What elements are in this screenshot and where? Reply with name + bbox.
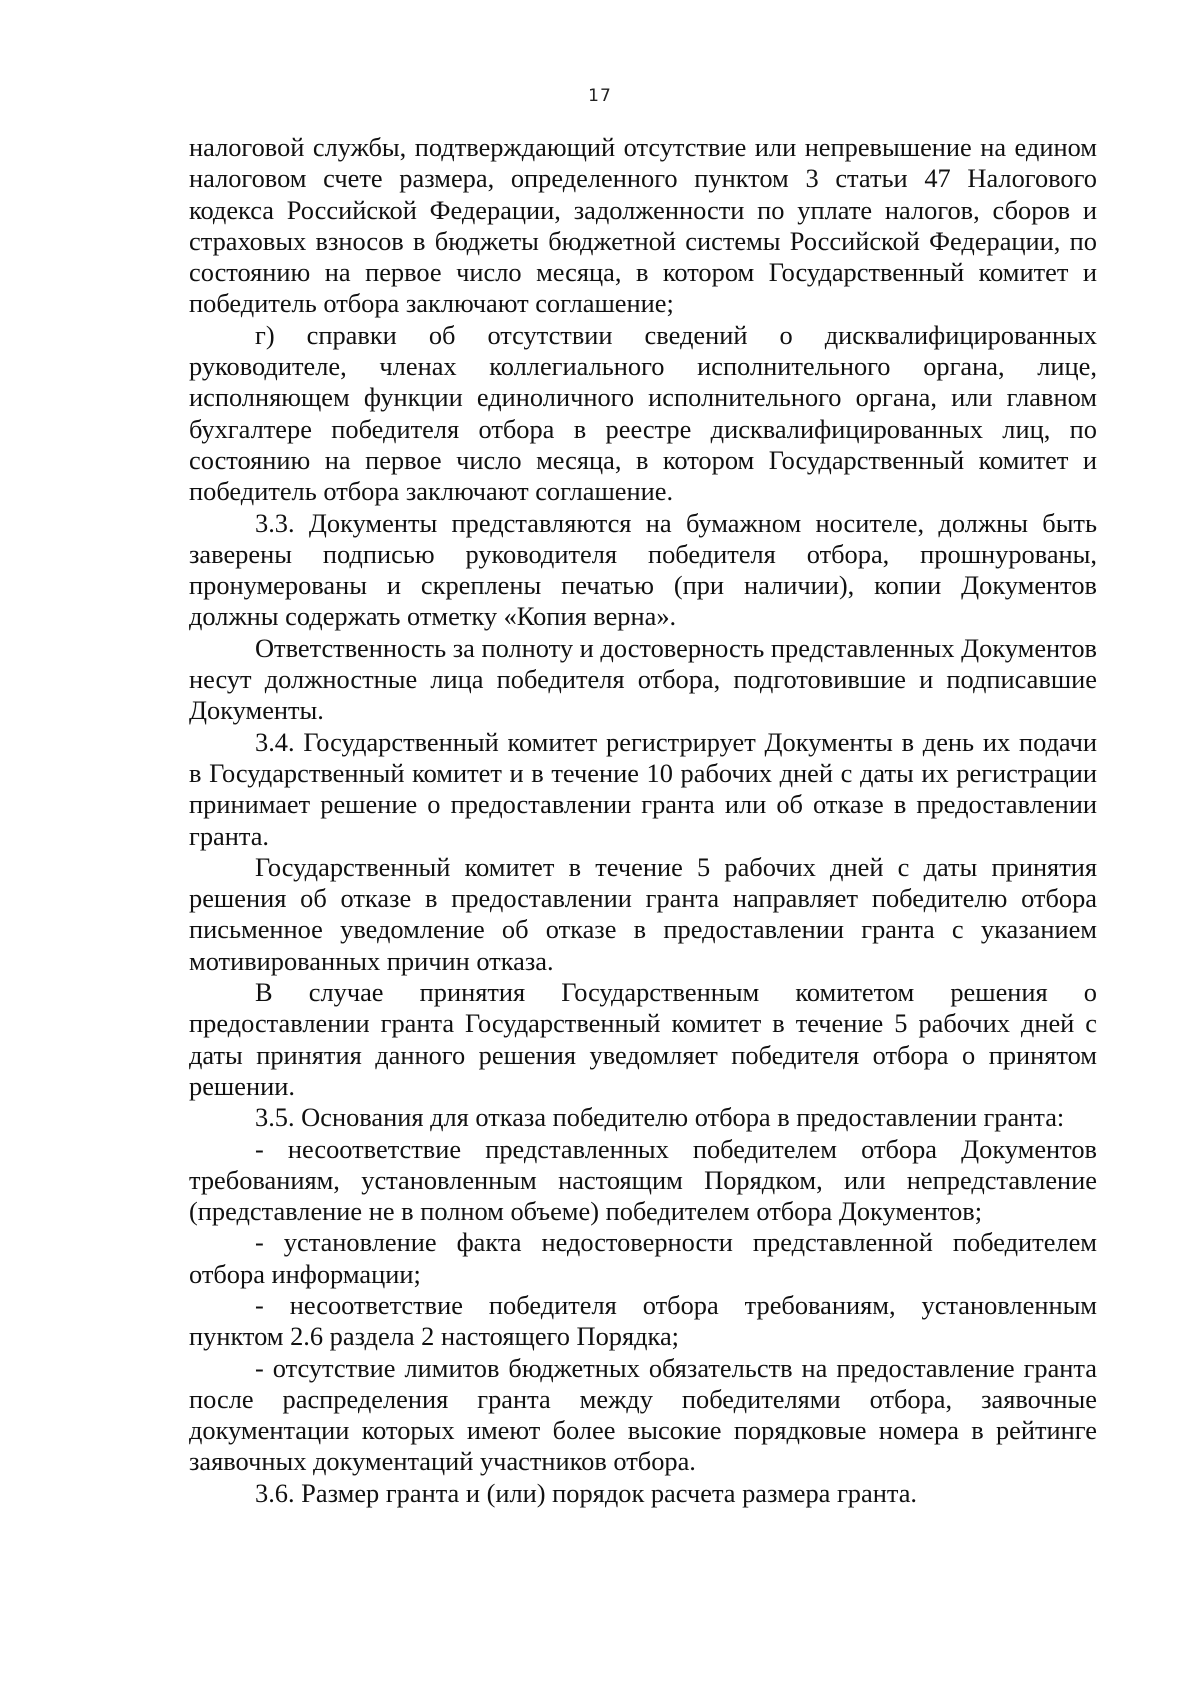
document-body	[189, 132, 1097, 1509]
paragraph-3-3: 3.3. Документы представляются на бумажном носителе, должны быть заверены подписью руководителя победителя отбора, прошнурованы, пронумерованы и скреплены печатью (при наличии), копии Документов должны содержать отметку «Копия верна».	[189, 507, 1097, 632]
list-item-noncompliance-documents: - несоответствие представленных победителем отбора Документов требованиям, установленным настоящим Порядком, или непредставление (представление не в полном объеме) победителем отбора Документов;	[189, 1133, 1097, 1227]
paragraph-3-6: 3.6. Размер гранта и (или) порядок расчета размера гранта.	[255, 1477, 918, 1508]
paragraph-3-4: 3.4. Государственный комитет регистрирует Документы в день их подачи в Государственный комитет и в течение 10 рабочих дней с даты их регистрации принимает решение о предоставлении гранта или об отказе в предоставлении гранта.	[189, 726, 1097, 851]
paragraph-item-g: г) справки об отсутствии сведений о дисквалифицированных руководителе, членах коллегиального исполнительного органа, лице, исполняющем функции единоличного исполнительного органа, или главном бухгалтере победителя отбора в реестре дисквалифицированных лиц, по состоянию на первое число месяца, в котором Государственный комитет и победитель отбора заключают соглашение.	[189, 319, 1097, 507]
paragraph-responsibility: Ответственность за полноту и достоверность представленных Документов несут должностные лица победителя отбора, подготовившие и подписавшие Документы.	[189, 632, 1097, 726]
list-item-false-information: - установление факта недостоверности представленной победителем отбора информации;	[189, 1227, 1097, 1289]
paragraph-refusal-notice: Государственный комитет в течение 5 рабочих дней с даты принятия решения об отказе в предоставлении гранта направляет победителю отбора письменное уведомление об отказе в предоставлении гранта с указанием мотивированных причин отказа.	[189, 851, 1097, 976]
paragraph-continuation: налоговой службы, подтверждающий отсутствие или непревышение на едином налоговом счете размера, определенного пунктом 3 статьи 47 Налогового кодекса Российской Федерации, задолженности по уплате налогов, сборов и страховых взносов в бюджеты бюджетной системы Российской Федерации, по состоянию на первое число месяца, в котором Государственный комитет и победитель отбора заключают соглашение;	[189, 132, 1097, 319]
list-item-noncompliance-winner: - несоответствие победителя отбора требованиям, установленным пунктом 2.6 раздела 2 настоящего Порядка;	[189, 1289, 1097, 1352]
paragraph-grant-decision: В случае принятия Государственным комитетом решения о предоставлении гранта Государственный комитет в течение 5 рабочих дней с даты принятия данного решения уведомляет победителя отбора о принятом решении.	[189, 977, 1097, 1101]
list-item-no-budget-limits: - отсутствие лимитов бюджетных обязательств на предоставление гранта после распределения гранта между победителями отбора, заявочные документации которых имеют более высокие порядковые номера в рейтинге заявочных документаций участников отбора.	[189, 1352, 1097, 1477]
page-number: 17	[588, 86, 612, 106]
paragraph-3-5: 3.5. Основания для отказа победителю отбора в предоставлении гранта:	[255, 1102, 1065, 1133]
